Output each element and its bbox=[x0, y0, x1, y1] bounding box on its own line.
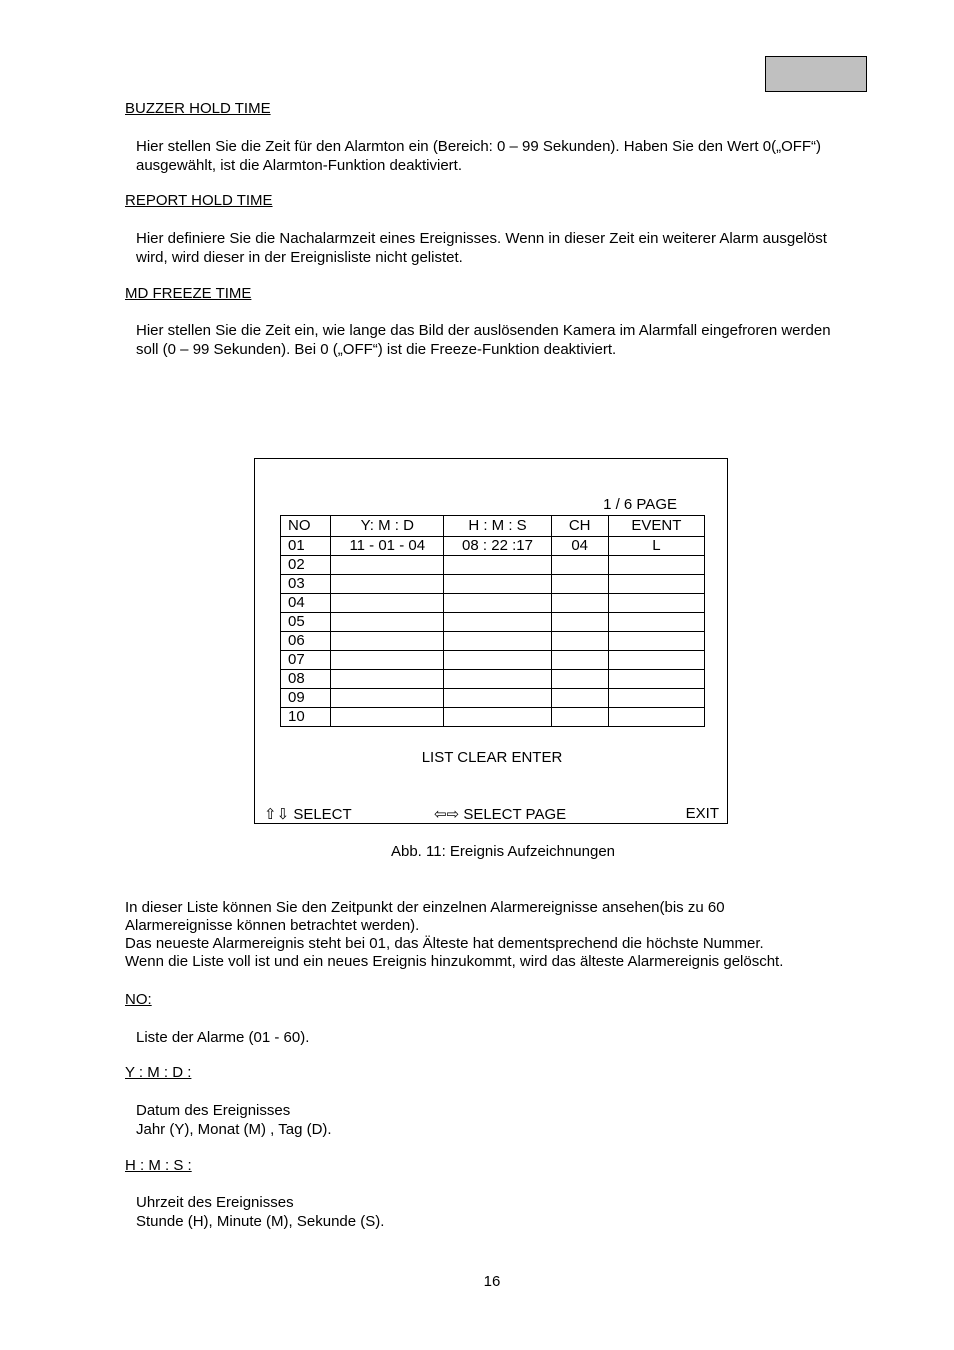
cell-ymd bbox=[331, 556, 444, 575]
text-line: Wenn die Liste voll ist und ein neues Ereignis hinzukommt, wird das älteste Alarmereignis gelöscht. bbox=[125, 953, 784, 970]
cell-ch: 04 bbox=[551, 537, 608, 556]
table-row bbox=[281, 556, 705, 575]
cell-ch bbox=[551, 575, 608, 594]
text-line: Hier stellen Sie die Zeit für den Alarmton ein (Bereich: 0 – 99 Sekunden). Haben Sie den Wert 0(„OFF“) bbox=[136, 138, 822, 155]
definition-heading-hms: H : M : S : bbox=[125, 1157, 192, 1174]
cell-hms bbox=[444, 708, 551, 727]
table-row bbox=[281, 670, 705, 689]
definition-text-ymd bbox=[136, 1101, 896, 1139]
page-indicator: 1 / 6 PAGE bbox=[603, 496, 677, 513]
footer-select-page-label: SELECT PAGE bbox=[463, 806, 567, 823]
table-row bbox=[281, 708, 705, 727]
column-header-ch: CH bbox=[551, 516, 608, 537]
footer-select bbox=[264, 805, 352, 823]
cell-ch bbox=[551, 556, 608, 575]
cell-no: 02 bbox=[281, 556, 331, 575]
cell-event bbox=[608, 613, 704, 632]
left-right-arrows-icon: ⇦⇨ bbox=[434, 806, 460, 823]
cell-no: 09 bbox=[281, 689, 331, 708]
text-line: Das neueste Alarmereignis steht bei 01, das Älteste hat dementsprechend die höchste Nummer. bbox=[125, 935, 764, 952]
footer-select-label: SELECT bbox=[293, 806, 352, 823]
cell-ymd bbox=[331, 575, 444, 594]
cell-hms bbox=[444, 575, 551, 594]
cell-no: 06 bbox=[281, 632, 331, 651]
table-row bbox=[281, 613, 705, 632]
cell-ch bbox=[551, 632, 608, 651]
section-text-md-freeze-time bbox=[136, 321, 896, 359]
text-line: Hier stellen Sie die Zeit ein, wie lange das Bild der auslösenden Kamera im Alarmfall eingefroren werden bbox=[136, 322, 831, 339]
cell-ymd bbox=[331, 689, 444, 708]
definition-heading-ymd: Y : M : D : bbox=[125, 1064, 192, 1081]
header-gray-box bbox=[765, 56, 867, 92]
cell-ch bbox=[551, 594, 608, 613]
cell-no: 03 bbox=[281, 575, 331, 594]
event-list-description bbox=[125, 899, 845, 971]
definition-text-hms bbox=[136, 1193, 896, 1231]
table-row bbox=[281, 651, 705, 670]
text-line: soll (0 – 99 Sekunden). Bei 0 („OFF“) ist die Freeze-Funktion deaktiviert. bbox=[136, 341, 617, 358]
cell-hms bbox=[444, 632, 551, 651]
text-line: Hier definiere Sie die Nachalarmzeit eines Ereignisses. Wenn in dieser Zeit ein weiterer Alarm ausgelöst bbox=[136, 230, 827, 247]
cell-hms bbox=[444, 613, 551, 632]
cell-ymd bbox=[331, 651, 444, 670]
column-header-no: NO bbox=[281, 516, 331, 537]
definition-text-no bbox=[136, 1028, 896, 1047]
cell-event bbox=[608, 689, 704, 708]
table-row bbox=[281, 594, 705, 613]
cell-no: 05 bbox=[281, 613, 331, 632]
section-heading-buzzer-hold-time: BUZZER HOLD TIME bbox=[125, 100, 271, 117]
cell-ymd bbox=[331, 613, 444, 632]
text-line: Jahr (Y), Monat (M) , Tag (D). bbox=[136, 1121, 332, 1138]
text-line: wird, wird dieser in der Ereignisliste nicht gelistet. bbox=[136, 249, 463, 266]
cell-ymd bbox=[331, 594, 444, 613]
text-line: Stunde (H), Minute (M), Sekunde (S). bbox=[136, 1213, 385, 1230]
section-heading-report-hold-time: REPORT HOLD TIME bbox=[125, 192, 273, 209]
list-clear-enter-option[interactable]: LIST CLEAR ENTER bbox=[421, 749, 563, 766]
text-line: ausgewählt, ist die Alarmton-Funktion deaktiviert. bbox=[136, 157, 462, 174]
cell-hms bbox=[444, 651, 551, 670]
up-down-arrows-icon: ⇧⇩ bbox=[264, 806, 290, 823]
table-row bbox=[281, 689, 705, 708]
table-row bbox=[281, 575, 705, 594]
cell-no: 01 bbox=[281, 537, 331, 556]
cell-no: 08 bbox=[281, 670, 331, 689]
cell-event bbox=[608, 670, 704, 689]
table-row bbox=[281, 632, 705, 651]
cell-hms bbox=[444, 556, 551, 575]
cell-hms bbox=[444, 594, 551, 613]
cell-event: L bbox=[608, 537, 704, 556]
figure-caption: Abb. 11: Ereignis Aufzeichnungen bbox=[390, 843, 616, 860]
cell-event bbox=[608, 594, 704, 613]
text-line: Alarmereignisse können betrachtet werden). bbox=[125, 917, 420, 934]
cell-no: 10 bbox=[281, 708, 331, 727]
column-header-hms: H : M : S bbox=[444, 516, 551, 537]
cell-ymd: 11 - 01 - 04 bbox=[331, 537, 444, 556]
cell-hms bbox=[444, 670, 551, 689]
section-text-buzzer-hold-time bbox=[136, 137, 896, 175]
cell-ch bbox=[551, 613, 608, 632]
column-header-ymd: Y: M : D bbox=[331, 516, 444, 537]
cell-ymd bbox=[331, 632, 444, 651]
cell-no: 07 bbox=[281, 651, 331, 670]
table-row bbox=[281, 537, 705, 556]
section-heading-md-freeze-time: MD FREEZE TIME bbox=[125, 285, 252, 302]
cell-ymd bbox=[331, 670, 444, 689]
table-header-row bbox=[281, 516, 705, 537]
cell-event bbox=[608, 556, 704, 575]
event-list-table bbox=[280, 515, 705, 727]
footer-select-page bbox=[434, 805, 566, 823]
cell-ymd bbox=[331, 708, 444, 727]
cell-ch bbox=[551, 651, 608, 670]
cell-ch bbox=[551, 708, 608, 727]
cell-event bbox=[608, 651, 704, 670]
cell-ch bbox=[551, 670, 608, 689]
cell-hms bbox=[444, 689, 551, 708]
cell-no: 04 bbox=[281, 594, 331, 613]
text-line: Liste der Alarme (01 - 60). bbox=[136, 1029, 310, 1046]
section-text-report-hold-time bbox=[136, 229, 896, 267]
cell-event bbox=[608, 632, 704, 651]
cell-event bbox=[608, 575, 704, 594]
page-number: 16 bbox=[483, 1273, 501, 1290]
cell-hms: 08 : 22 :17 bbox=[444, 537, 551, 556]
definition-heading-no: NO: bbox=[125, 991, 152, 1008]
cell-ch bbox=[551, 689, 608, 708]
text-line: In dieser Liste können Sie den Zeitpunkt der einzelnen Alarmereignisse ansehen(bis zu 60 bbox=[125, 899, 725, 916]
column-header-event: EVENT bbox=[608, 516, 704, 537]
event-list-osd-screen bbox=[254, 458, 728, 824]
cell-event bbox=[608, 708, 704, 727]
text-line: Uhrzeit des Ereignisses bbox=[136, 1194, 294, 1211]
text-line: Datum des Ereignisses bbox=[136, 1102, 291, 1119]
footer-exit[interactable]: EXIT bbox=[685, 805, 719, 822]
